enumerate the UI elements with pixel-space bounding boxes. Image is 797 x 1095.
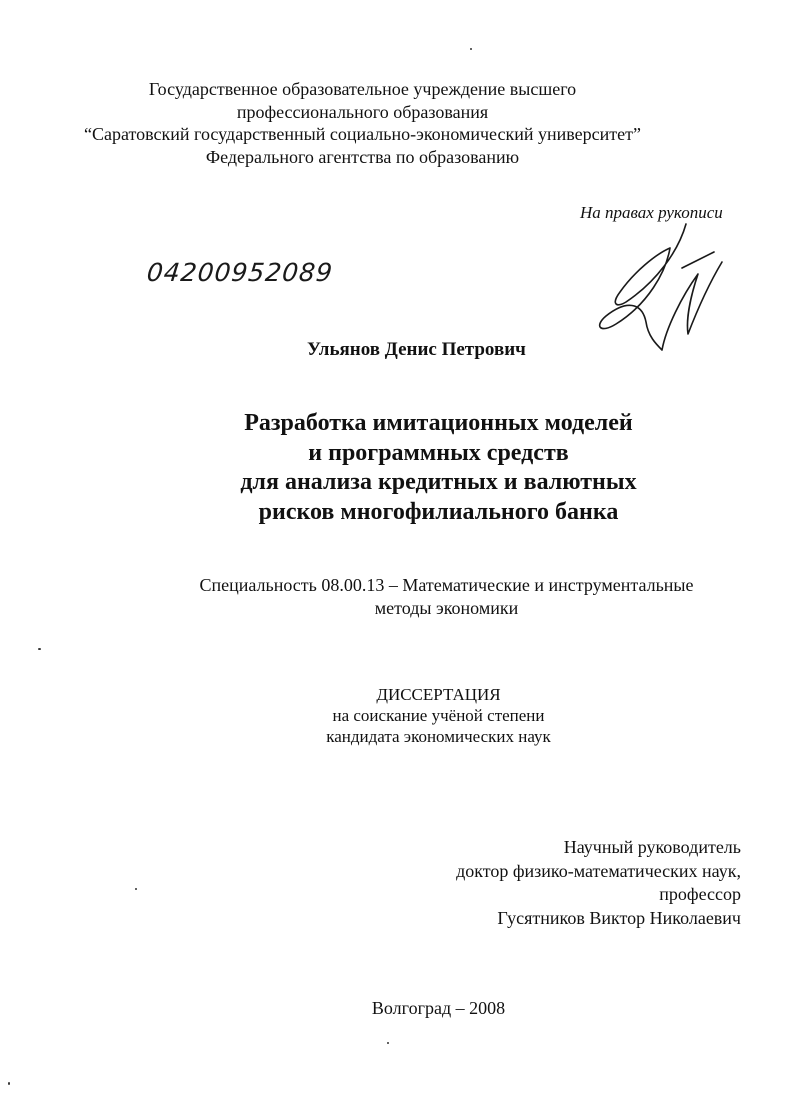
institution-line: Федерального агентства по образованию — [205, 146, 520, 167]
institution-line: “Саратовский государственный социально-экономический университет” — [84, 124, 641, 144]
title-line: для анализа кредитных и валютных — [240, 469, 637, 495]
scan-speck — [8, 1082, 10, 1085]
institution-line: Государственное образовательное учреждение высшего — [148, 79, 577, 99]
manuscript-rights-note: На правах рукописи — [580, 203, 723, 222]
scientific-supervisor — [456, 836, 741, 930]
scan-speck — [135, 888, 137, 890]
degree-line: кандидата экономических наук — [326, 727, 551, 746]
specialty — [48, 574, 797, 620]
supervisor-line: доктор физико-математических наук, — [456, 860, 741, 881]
specialty-line: Специальность 08.00.13 – Математические и инструментальные — [199, 575, 694, 595]
archive-number: 04200952089 — [145, 258, 335, 287]
author-name: Ульянов Денис Петрович — [307, 339, 526, 360]
scan-speck — [470, 48, 472, 50]
title-line: и программных средств — [308, 439, 569, 466]
institution-line: профессионального образования — [236, 101, 489, 122]
title-line: рисков многофилиального банка — [258, 498, 619, 525]
signature-icon — [586, 212, 736, 362]
scan-speck — [387, 1042, 389, 1044]
institution-header — [0, 78, 761, 168]
degree-line: ДИССЕРТАЦИЯ — [376, 685, 501, 704]
title-line: Разработка имитационных моделей — [244, 410, 633, 436]
dissertation-title — [40, 409, 797, 527]
supervisor-line: профессор — [659, 884, 741, 904]
degree-line: на соискание учёной степени — [332, 706, 545, 725]
specialty-line: методы экономики — [374, 598, 519, 618]
supervisor-line: Гусятников Виктор Николаевич — [497, 907, 741, 928]
city-year: Волгоград – 2008 — [371, 998, 506, 1018]
scan-speck — [38, 648, 41, 650]
supervisor-line: Научный руководитель — [563, 837, 741, 857]
degree-statement — [40, 684, 797, 747]
